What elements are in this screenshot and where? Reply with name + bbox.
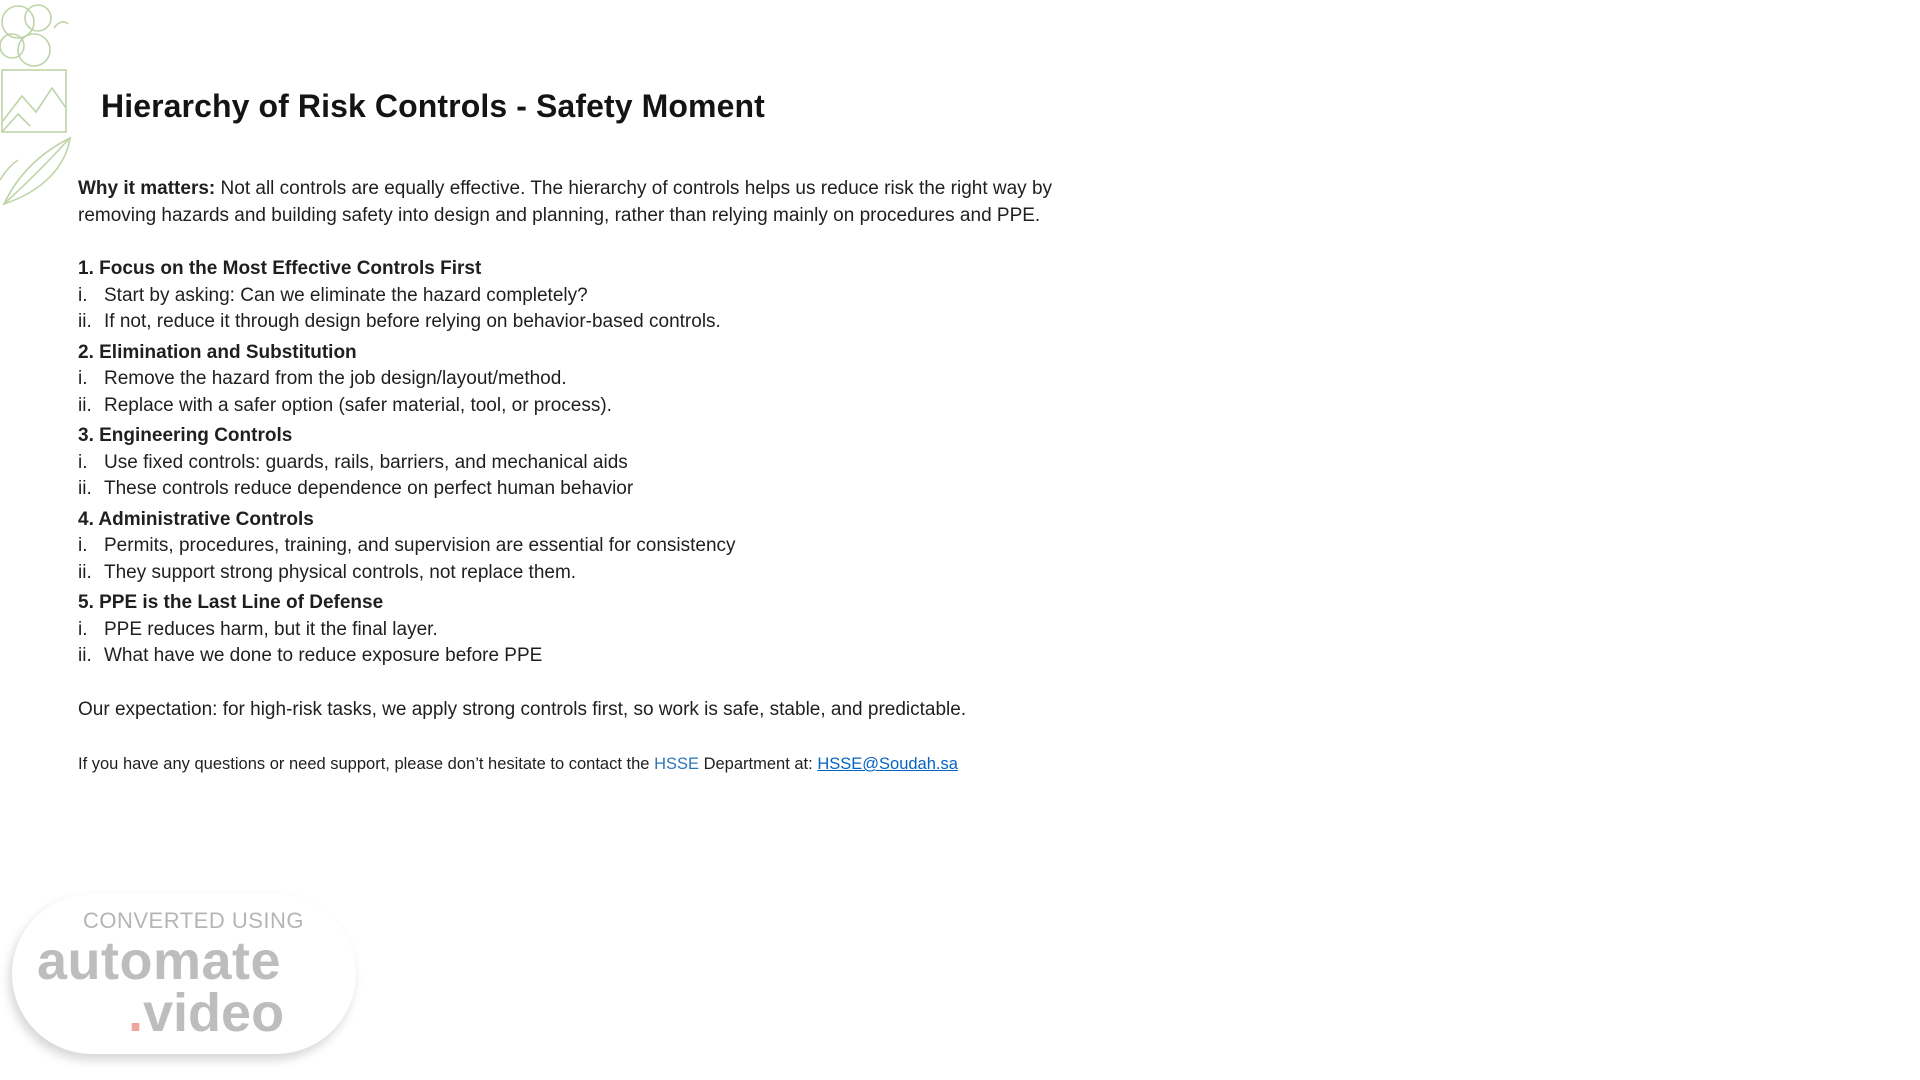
control-sections	[78, 256, 1058, 670]
section-heading: 5. PPE is the Last Line of Defense	[78, 592, 384, 613]
section-heading: 4. Administrative Controls	[78, 508, 314, 530]
list-item	[78, 617, 1058, 644]
item-text: They support strong physical controls, not replace them.	[104, 561, 577, 583]
item-text: If not, reduce it through design before relying on behavior-based controls.	[104, 311, 721, 332]
item-text: Replace with a safer option (safer material, tool, or process).	[104, 394, 612, 416]
contact-line	[78, 751, 1058, 778]
list-item	[78, 393, 1058, 420]
expectation-text: Our expectation: for high-risk tasks, we apply strong controls first, so work is safe, stable, and predictable.	[78, 698, 967, 720]
section-4	[78, 507, 1058, 587]
watermark-video-text: video	[143, 983, 285, 1043]
intro-label: Why it matters:	[78, 178, 216, 199]
item-number: ii.	[78, 561, 92, 583]
item-number: i.	[78, 451, 88, 473]
section-heading: 3. Engineering Controls	[78, 425, 293, 446]
item-text: These controls reduce dependence on perfect human behavior	[104, 478, 634, 499]
content-body	[78, 176, 1058, 778]
contact-middle: Department at:	[703, 755, 813, 773]
section-1	[78, 256, 1058, 336]
intro-paragraph	[78, 176, 1058, 229]
watermark-word-automate: automate	[37, 931, 282, 991]
item-text: Start by asking: Can we eliminate the hazard completely?	[104, 284, 588, 306]
item-number: i.	[78, 284, 88, 306]
list-item	[78, 476, 1058, 503]
section-3	[78, 423, 1058, 503]
list-item	[78, 366, 1058, 393]
page-title: Hierarchy of Risk Controls - Safety Moment	[101, 88, 765, 124]
section-heading: 1. Focus on the Most Effective Controls First	[78, 258, 482, 279]
item-number: ii.	[78, 478, 92, 499]
watermark-dot: .	[128, 983, 144, 1043]
item-number: i.	[78, 535, 88, 556]
section-5	[78, 590, 1058, 670]
botanical-decoration-icon	[0, 0, 80, 210]
section-heading: 2. Elimination and Substitution	[78, 341, 357, 363]
item-text: Permits, procedures, training, and supervision are essential for consistency	[104, 535, 736, 556]
list-item	[78, 450, 1058, 477]
hsse-department: HSSE	[654, 755, 699, 773]
item-number: i.	[78, 368, 88, 389]
item-number: i.	[78, 618, 88, 640]
watermark-badge	[12, 894, 356, 1054]
list-item	[78, 309, 1058, 336]
item-text: PPE reduces harm, but it the final layer.	[104, 618, 438, 640]
list-item	[78, 643, 1058, 670]
item-number: ii.	[78, 394, 92, 416]
section-2	[78, 340, 1058, 420]
intro-text: Not all controls are equally effective. The hierarchy of controls helps us reduce risk the right way by removing hazards and building safety into design and planning, rather than relying mainly on procedures and PPE.	[78, 178, 1053, 226]
contact-prefix: If you have any questions or need support, please don’t hesitate to contact the	[78, 755, 650, 773]
item-number: ii.	[78, 311, 92, 332]
hsse-email-link[interactable]: HSSE@Soudah.sa	[817, 755, 958, 773]
list-item	[78, 533, 1058, 560]
watermark-caption: CONVERTED USING	[83, 908, 305, 933]
item-text: Remove the hazard from the job design/layout/method.	[104, 368, 567, 389]
watermark-word-video	[128, 982, 284, 1044]
item-text: Use fixed controls: guards, rails, barriers, and mechanical aids	[104, 451, 628, 473]
item-number: ii.	[78, 645, 92, 666]
list-item	[78, 560, 1058, 587]
list-item	[78, 283, 1058, 310]
item-text: What have we done to reduce exposure before PPE	[104, 645, 543, 666]
